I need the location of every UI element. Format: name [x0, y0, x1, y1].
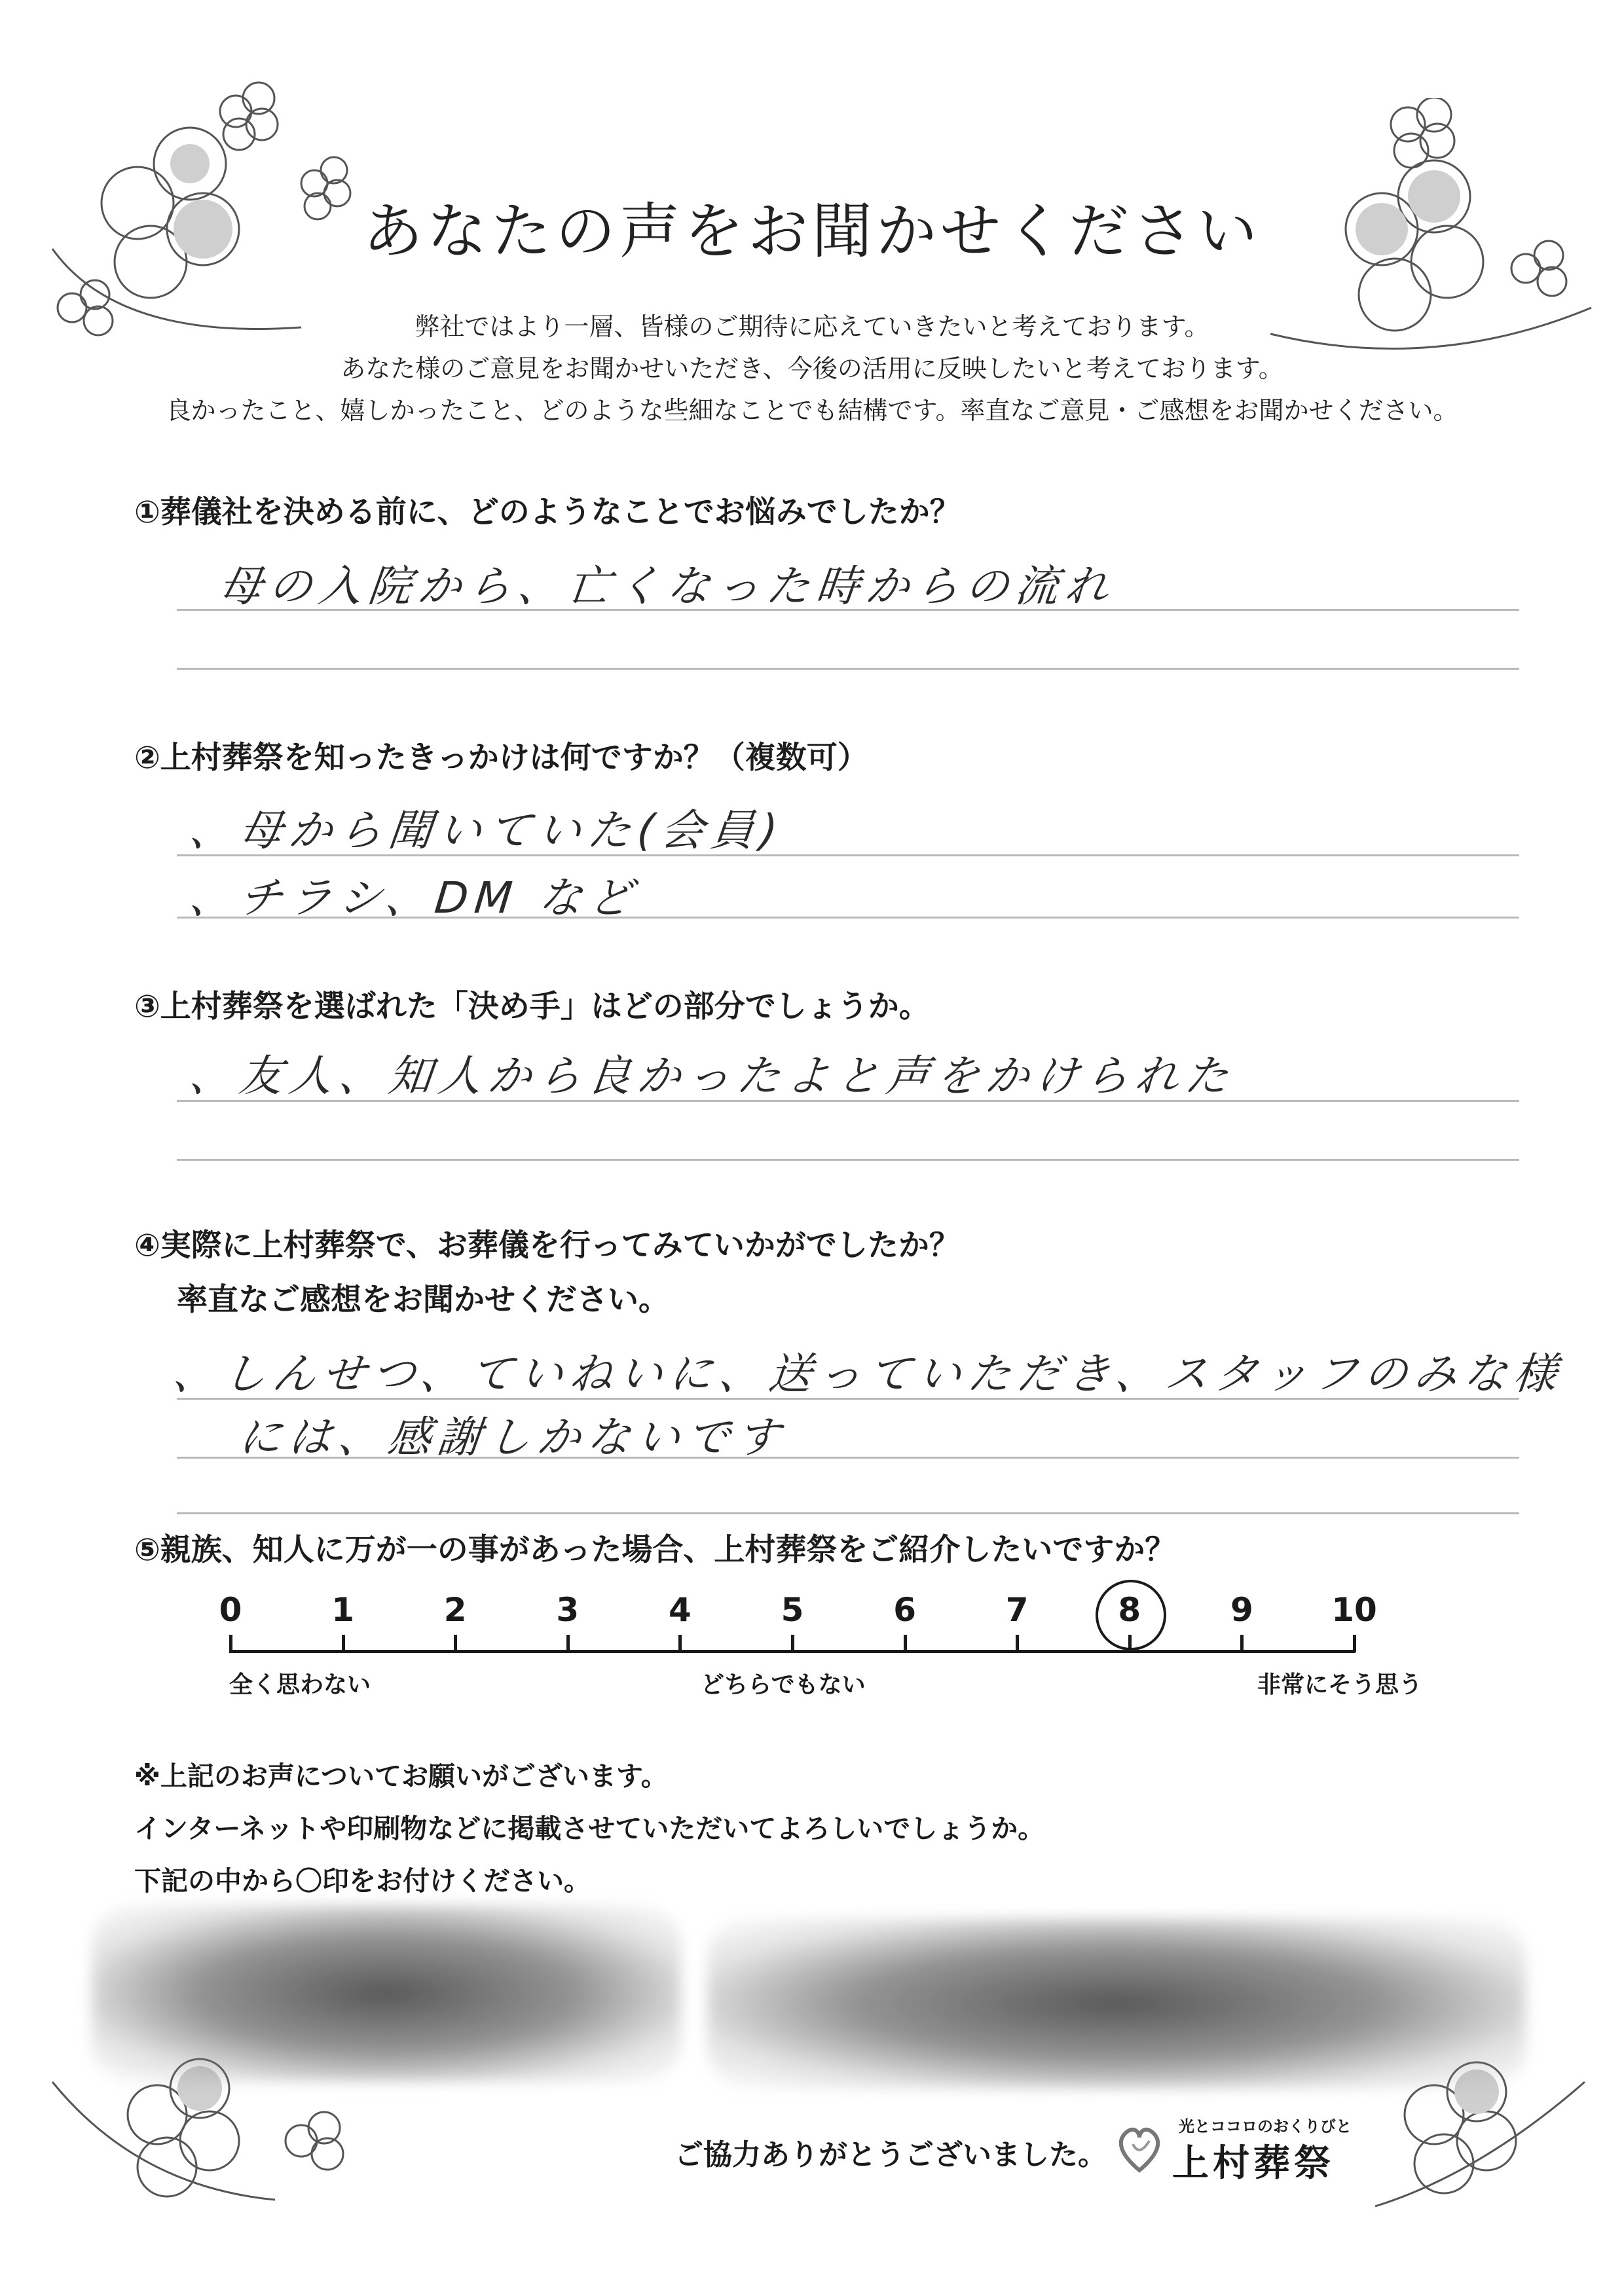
rating-scale-tick [678, 1635, 682, 1652]
rating-scale-number-4: 4 [668, 1591, 692, 1629]
page-title: あなたの声をお聞かせください [362, 196, 1261, 266]
answer-rule [177, 668, 1519, 670]
rating-scale-tick [454, 1635, 457, 1652]
rating-scale-number-1: 1 [331, 1591, 354, 1629]
rating-scale-tick [791, 1635, 794, 1652]
question-5-label: ⑤親族、知人に万が一の事があった場合、上村葬祭をご紹介したいですか？ [134, 1532, 1176, 1568]
rating-scale-number-3: 3 [556, 1591, 580, 1629]
rating-scale-number-0: 0 [219, 1591, 242, 1629]
intro-line-1: 弊社ではより一層、皆様のご期待に応えていきたいと考えております。 [415, 312, 1209, 341]
notice-line-2: インターネットや印刷物などに掲載させていただいてよろしいでしょうか。 [134, 1813, 1045, 1844]
rating-label-low: 全く思わない [229, 1671, 371, 1698]
question-2-label: ②上村葬祭を知ったきっかけは何ですか？（複数可） [134, 740, 868, 776]
answer-rule [177, 1100, 1519, 1102]
rating-scale-tick [566, 1635, 570, 1652]
answer-rule [177, 1159, 1519, 1161]
intro-line-2: あなた様のご意見をお聞かせいただき、今後の活用に反映したいと考えております。 [341, 354, 1283, 383]
rating-scale-tick [1353, 1635, 1356, 1652]
answer-rule [177, 609, 1519, 611]
question-1-answer-line-1: 母の入院から、亡くなった時からの流れ [216, 561, 1118, 611]
rating-scale-tick [1240, 1635, 1244, 1652]
brand-name: 上村葬祭 [1172, 2142, 1335, 2185]
question-1-label: ①葬儀社を決める前に、どのようなことでお悩みでしたか？ [134, 494, 961, 530]
rating-scale-number-5: 5 [781, 1591, 804, 1629]
brand-logo-icon [1113, 2118, 1166, 2179]
notice-line-1: ※上記のお声についてお願いがございます。 [134, 1760, 668, 1792]
rating-scale-number-9: 9 [1230, 1591, 1253, 1629]
answer-rule [177, 1512, 1519, 1514]
rating-scale-tick [229, 1635, 232, 1652]
rating-selected-circle [1096, 1580, 1166, 1650]
question-4-sublabel: 率直なご感想をお聞かせください。 [177, 1282, 669, 1318]
redacted-area-left [92, 1905, 681, 2082]
question-3-label: ③上村葬祭を選ばれた「決め手」はどの部分でしょうか。 [134, 989, 930, 1025]
rating-scale-number-2: 2 [443, 1591, 467, 1629]
footer-thanks: ご協力ありがとうございました。 [674, 2138, 1107, 2172]
notice-line-3: 下記の中から〇印をお付けください。 [134, 1865, 591, 1897]
question-4-answer-line-1: 、しんせつ、ていねいに、送っていただき、スタッフのみな様 [170, 1349, 1566, 1399]
answer-rule [177, 1398, 1519, 1400]
brand-tagline: 光とココロのおくりびと [1179, 2117, 1352, 2136]
rating-scale-tick [1016, 1635, 1019, 1652]
question-2-answer-line-2: 、チラシ、DM など [187, 873, 641, 923]
rating-scale-number-8: 8 [1118, 1591, 1141, 1629]
answer-rule [177, 917, 1519, 919]
redacted-area-right [707, 1918, 1526, 2088]
intro-line-3: 良かったこと、嬉しかったこと、どのような些細なことでも結構です。率直なご意見・ご感想をお聞かせください。 [166, 396, 1458, 425]
answer-rule [177, 854, 1519, 856]
rating-scale-number-7: 7 [1005, 1591, 1029, 1629]
rating-scale-number-10: 10 [1331, 1591, 1377, 1629]
question-4-label: ④実際に上村葬祭で、お葬儀を行ってみていかがでしたか？ [134, 1228, 960, 1264]
answer-rule [177, 1457, 1519, 1459]
question-2-answer-line-1: 、母から聞いていた(会員) [187, 805, 786, 856]
rating-scale-tick [342, 1635, 345, 1652]
question-4-answer-line-2: には、感謝しかないです [236, 1412, 789, 1463]
rating-label-high: 非常にそう思う [1257, 1671, 1423, 1698]
question-3-answer-line-1: 、友人、知人から良かったよと声をかけられた [187, 1051, 1238, 1101]
rating-scale-tick [904, 1635, 907, 1652]
rating-scale-number-6: 6 [893, 1591, 916, 1629]
rating-label-mid: どちらでもない [701, 1671, 866, 1698]
